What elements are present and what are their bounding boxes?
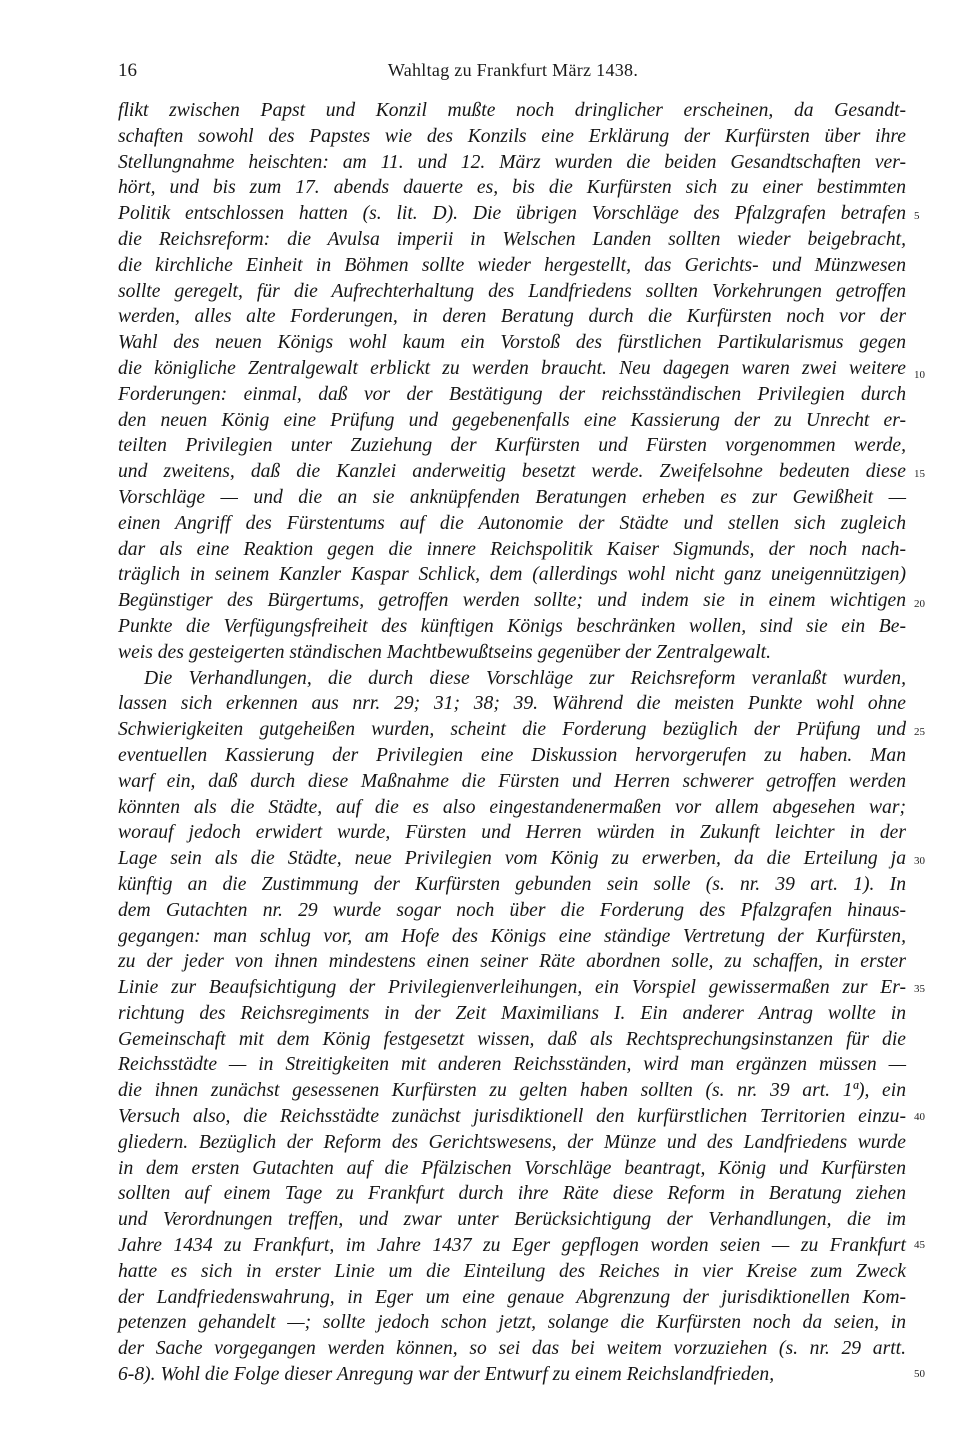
line-number-5: 5 [914, 210, 920, 222]
text-line: Gemeinschaft mit dem König festgesetzt wissen, daß als Rechtsprechungsinstanzen für die [118, 1028, 906, 1050]
text-line: Schwierigkeiten gutgeheißen wurden, scheint die Forderung bezüglich der Prüfung und [118, 719, 906, 741]
line-number-30: 30 [914, 855, 925, 867]
text-line: dar als eine Reaktion gegen die innere Reichspolitik Kaiser Sigmunds, der noch nach- [118, 538, 906, 560]
text-line: künftig an die Zustimmung der Kurfürsten gebunden sein solle (s. nr. 39 art. 1). In [118, 873, 906, 895]
text-line: gegangen: man schlug vor, am Hofe des Königs eine ständige Vertretung der Kurfürsten, [118, 925, 906, 947]
line-number-40: 40 [914, 1111, 925, 1123]
text-line: und zweitens, daß die Kanzlei anderweitig besetzt werde. Zweifelsohne bedeuten diese [118, 461, 906, 483]
line-number-20: 20 [914, 598, 925, 610]
text-line: werden, alles alte Forderungen, in deren Beratung durch die Kurfürsten noch vor der [118, 306, 906, 328]
text-line: hatte es sich in erster Linie um die Einteilung des Reiches in vier Kreise zum Zweck [118, 1260, 906, 1282]
text-line: die Reichsreform: die Avulsa imperii in Welschen Landen sollten wieder beigebracht, [118, 228, 906, 250]
text-line: die königliche Zentralgewalt erblickt zu werden braucht. Neu dagegen waren zwei weitere [118, 357, 906, 379]
text-line: Versuch also, die Reichsstädte zunächst jurisdiktionell den kurfürstlichen Territorien einzu- [118, 1106, 906, 1128]
text-line: den neuen König eine Prüfung und gegebenenfalls eine Kassierung der zu Unrecht er- [118, 409, 906, 431]
text-line: flikt zwischen Papst und Konzil mußte noch dringlicher erscheinen, da Gesandt- [118, 100, 906, 121]
text-line: richtung des Reichsregiments in der Zeit Maximilians I. Ein anderer Antrag wollte in [118, 1002, 906, 1024]
text-line: einen Angriff des Fürstentums auf die Autonomie der Städte und stellen sich zugleich [118, 512, 906, 534]
text-line: teilten Privilegien unter Zuziehung der Kurfürsten und Fürsten vorgenommen werde, [118, 435, 906, 457]
line-number-35: 35 [914, 983, 925, 995]
line-number-15: 15 [914, 468, 925, 480]
text-line: der Landfriedenswahrung, in Eger um eine genaue Abgrenzung der jurisdiktionellen Kom- [118, 1286, 906, 1308]
line-number-25: 25 [914, 726, 925, 738]
line-number-45: 45 [914, 1239, 925, 1251]
text-line: träglich in seinem Kanzler Kaspar Schlick, dem (allerdings wohl nicht ganz uneigennützigen) [118, 564, 906, 586]
text-line: in dem ersten Gutachten auf die Pfälzischen Vorschläge beantragt, König und Kurfürsten [118, 1157, 906, 1179]
text-line: Politik entschlossen hatten (s. lit. D). Die übrigen Vorschläge des Pfalzgrafen betrafen [118, 203, 906, 225]
text-line: sollte geregelt, für die Aufrechterhaltung des Landfriedens sollten Vorkehrungen getroffen [118, 280, 906, 302]
text-line: die ihnen zunächst gesessenen Kurfürsten zu gelten haben sollten (s. nr. 39 art. 1ª), ein [118, 1080, 906, 1102]
line-number-10: 10 [914, 369, 925, 381]
text-line: sollten auf einem Tage zu Frankfurt durch ihre Räte diese Reform in Beratung ziehen [118, 1183, 906, 1205]
line-number-50: 50 [914, 1368, 925, 1380]
text-line: schaften sowohl des Papstes wie des Konzils eine Erklärung der Kurfürsten über ihre [118, 125, 906, 147]
text-line: weis des gesteigerten ständischen Machtbewußtseins gegenüber der Zentralgewalt. [118, 641, 772, 663]
text-line: gliedern. Bezüglich der Reform des Gerichtswesens, der Münze und des Landfriedens wurde [118, 1131, 906, 1153]
text-line: Linie zur Beaufsichtigung der Privilegienverleihungen, ein Vorspiel gewissermaßen zur Er- [118, 977, 906, 999]
text-line: lassen sich erkennen aus nrr. 29; 31; 38; 39. Während die meisten Punkte wohl ohne [118, 693, 906, 715]
running-head: Wahltag zu Frankfurt März 1438. [387, 60, 639, 80]
text-line: könnten als die Städte, auf die es also eingestandenermaßen vor allem abgesehen war; [118, 796, 906, 818]
text-line: eventuellen Kassierung der Privilegien eine Diskussion hervorgerufen zu haben. Man [118, 744, 906, 766]
text-line: Vorschläge — und die an sie anknüpfenden Beratungen erheben es zur Gewißheit — [118, 486, 906, 508]
text-line: zu der jeder von ihnen mindestens einen seiner Räte abordnen solle, zu schaffen, in erster [118, 951, 906, 973]
text-line: Punkte die Verfügungsfreiheit des künftigen Königs beschränken wollen, sind sie ein Be- [118, 615, 906, 637]
text-line: und Verordnungen treffen, und zwar unter Berücksichtigung der Verhandlungen, die im [118, 1209, 906, 1231]
text-line: die kirchliche Einheit in Böhmen sollte wieder hergestellt, das Gerichts- und Münzwesen [118, 254, 906, 276]
text-line: Lage sein als die Städte, neue Privilegien vom König zu erwerben, da die Erteilung ja [118, 848, 906, 870]
text-line: Jahre 1434 zu Frankfurt, im Jahre 1437 zu Eger gepflogen worden seien — zu Frankfurt [118, 1235, 906, 1257]
text-line: warf ein, daß durch diese Maßnahme die Fürsten und Herren schwerer getroffen werden [118, 770, 906, 792]
text-line: 6-8). Wohl die Folge dieser Anregung war der Entwurf zu einem Reichslandfrieden, [118, 1364, 775, 1386]
text-line: der Sache vorgegangen werden können, so sei das bei weitem vorzuziehen (s. nr. 29 artt. [118, 1338, 906, 1360]
text-line: dem Gutachten nr. 29 wurde sogar noch über die Forderung des Pfalzgrafen hinaus- [118, 899, 906, 921]
text-line: Forderungen: einmal, daß vor der Bestätigung der reichsständischen Privilegien durch [118, 383, 906, 405]
page-number: 16 [118, 60, 137, 81]
text-line: Begünstiger des Bürgertums, getroffen werden sollte; und indem sie in einem wichtigen [118, 590, 906, 612]
body-text [118, 98, 906, 1388]
text-line: Reichsstädte — in Streitigkeiten mit anderen Reichsständen, wird man ergänzen müssen — [118, 1054, 906, 1076]
text-line: Stellungnahme heischten: am 11. und 12. März wurden die beiden Gesandtschaften ver- [118, 151, 906, 173]
text-line: Wahl des neuen Königs wohl kaum ein Vorstoß des fürstlichen Partikularismus gegen [118, 332, 906, 354]
paragraph-start-line: Die Verhandlungen, die durch diese Vorschläge zur Reichsreform veranlaßt wurden, [144, 667, 906, 689]
page-header [118, 60, 908, 90]
text-line: petenzen gehandelt —; sollte jedoch schon jetzt, solange die Kurfürsten noch da seien, in [118, 1312, 906, 1334]
text-line: hört, und bis zum 17. abends dauerte es, bis die Kurfürsten sich zu einer bestimmten [118, 177, 906, 199]
text-line: worauf jedoch erwidert wurde, Fürsten und Herren würden in Zukunft leichter in der [118, 822, 906, 844]
